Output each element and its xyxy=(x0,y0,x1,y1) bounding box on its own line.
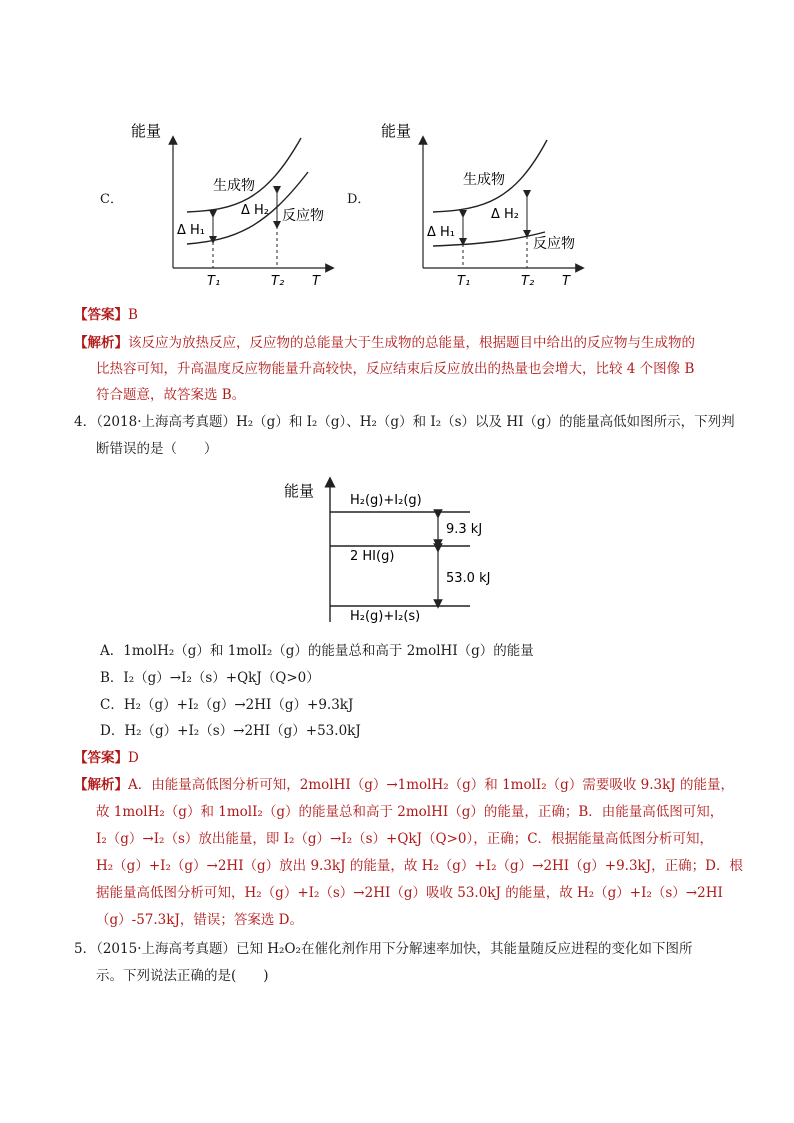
product-label: 生成物 xyxy=(213,178,255,194)
y-axis-label: 能量 xyxy=(284,482,315,500)
y-axis-label: 能量 xyxy=(131,122,162,140)
q4-analysis-line-3: I₂（g）→I₂（s）放出能量，即 I₂（g）→I₂（s）+QkJ（Q>0），正确；C．根据能量高低图分析可知， xyxy=(96,831,714,847)
t2-label: T₂ xyxy=(271,274,285,289)
gap-top-label: 9.3 kJ xyxy=(446,522,483,537)
q3-answer xyxy=(74,306,138,324)
q4-analysis-line-2: 故 1molH₂（g）和 1molI₂（g）的能量总和高于 2molHI（g）的能量，正确；B．由能量高低图可知， xyxy=(96,804,724,820)
reactant-label: 反应物 xyxy=(533,236,575,252)
t1-label: T₁ xyxy=(207,274,221,289)
analysis-tag: 【解析】 xyxy=(74,335,128,351)
level-mid-label: 2 HI(g) xyxy=(350,549,395,564)
dh2-label: Δ H₂ xyxy=(241,203,270,218)
product-label: 生成物 xyxy=(463,172,505,188)
q4-analysis-line-5: 据能量高低图分析可知，H₂（g）+I₂（s）→2HI（g）吸收 53.0kJ 的能量，故 H₂（g）+I₂（s）→2HI xyxy=(96,885,723,901)
dh1-label: Δ H₁ xyxy=(427,225,456,240)
q4-option-b: B．I₂（g）→I₂（s）+QkJ（Q>0） xyxy=(100,670,320,686)
q3-analysis-line-2: 比热容可知，升高温度反应物能量升高较快，反应结束后反应放出的热量也会增大，比较 4 个图像 B xyxy=(96,361,695,377)
t2-label: T₂ xyxy=(521,274,535,289)
q5-stem-line-1: 5．（2015·上海高考真题）已知 H₂O₂在催化剂作用下分解速率加快，其能量随反应进程的变化如下图所 xyxy=(74,941,693,957)
q3-analysis-line-3: 符合题意，故答案选 B。 xyxy=(96,387,246,403)
t1-label: T₁ xyxy=(457,274,471,289)
energy-diagram-c xyxy=(125,110,340,290)
answer-value: D xyxy=(128,750,139,766)
q4-analysis-line-6: （g）-57.3kJ，错误；答案选 D。 xyxy=(96,912,303,928)
option-d-label: D． xyxy=(347,192,371,207)
energy-level-diagram xyxy=(282,470,504,630)
q5-stem-line-2: 示。下列说法正确的是( ) xyxy=(96,968,269,984)
q3-analysis-line-1: 【解析】该反应为放热反应，反应物的总能量大于生成物的总能量，根据题目中给出的反应物与生成物的 xyxy=(74,335,695,351)
q4-stem-line-1: 4．（2018·上海高考真题）H₂（g）和 I₂（g）、H₂（g）和 I₂（s）以及 HI（g）的能量高低如图所示，下列判 xyxy=(74,414,735,430)
reactant-label: 反应物 xyxy=(282,208,324,224)
dh1-label: Δ H₁ xyxy=(177,223,206,238)
energy-diagram-d xyxy=(375,110,590,290)
q4-answer xyxy=(74,749,139,767)
gap-bottom-label: 53.0 kJ xyxy=(446,571,491,586)
t-label: T xyxy=(312,274,320,289)
answer-tag: 【答案】 xyxy=(74,307,128,323)
level-top-label: H₂(g)+I₂(g) xyxy=(350,493,422,508)
dh2-label: Δ H₂ xyxy=(491,207,520,222)
t-label: T xyxy=(562,274,570,289)
q4-option-c: C．H₂（g）+I₂（g）→2HI（g）+9.3kJ xyxy=(100,697,354,713)
level-bottom-label: H₂(g)+I₂(s) xyxy=(350,609,421,624)
answer-tag: 【答案】 xyxy=(74,750,128,766)
q4-analysis-line-4: H₂（g）+I₂（g）→2HI（g）放出 9.3kJ 的能量，故 H₂（g）+I₂（g）→2HI（g）+9.3kJ，正确；D．根 xyxy=(96,858,743,874)
answer-value: B xyxy=(128,307,138,323)
q4-option-d: D．H₂（g）+I₂（s）→2HI（g）+53.0kJ xyxy=(100,723,361,739)
y-axis-label: 能量 xyxy=(381,122,412,140)
q4-analysis-line-1: 【解析】A．由能量高低图分析可知，2molHI（g）→1molH₂（g）和 1molI₂（g）需要吸收 9.3kJ 的能量， xyxy=(74,777,734,793)
option-c-label: C． xyxy=(100,192,123,207)
analysis-tag: 【解析】 xyxy=(74,777,128,793)
q4-option-a: A．1molH₂（g）和 1molI₂（g）的能量总和高于 2molHI（g）的能量 xyxy=(100,643,534,659)
q4-stem-line-2: 断错误的是（ ） xyxy=(96,441,218,457)
